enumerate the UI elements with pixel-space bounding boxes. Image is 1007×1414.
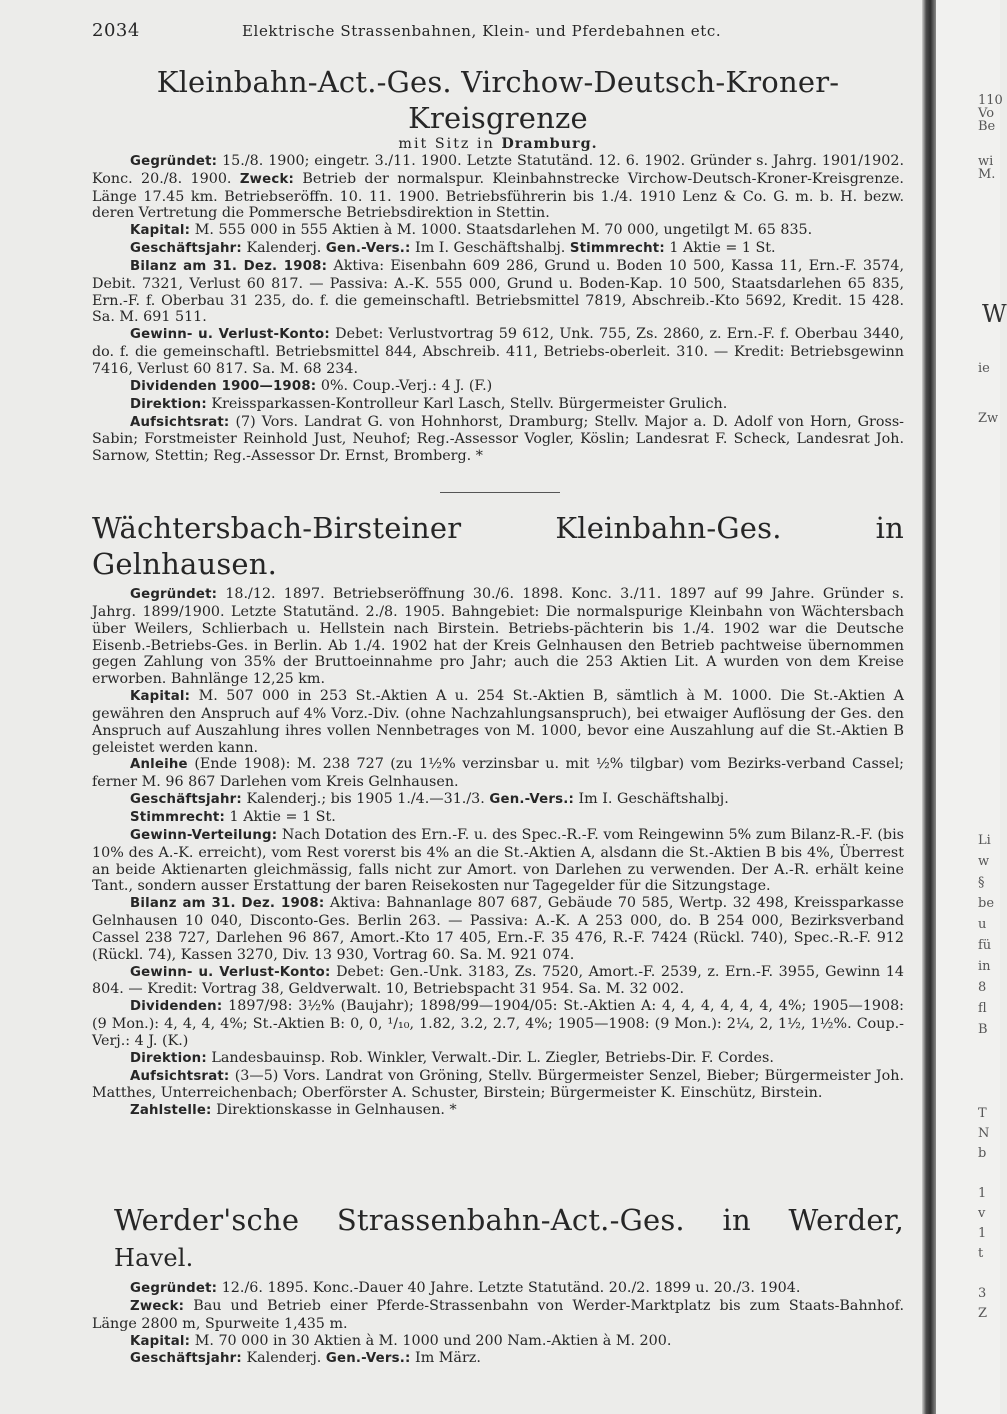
entry-founded: Gegründet: 12./6. 1895. Konc.-Dauer 40 Jahre. Letzte Statutänd. 20./2. 1899 u. 20./3. 1904.	[130, 1280, 801, 1296]
section-werder	[92, 1202, 904, 1368]
entry-capital: Kapital: M. 507 000 in 253 St.-Aktien A u. 254 St.-Aktien B, sämtlich à M. 1000. Die St.-Aktien A gewähren den Anspruch auf 4% Vorz.-Div. (ohne Nachzahlungsanspruch), bei etwaiger Auflösung der Ges. den Anspruch auf Auszahlung ihres vollen Nennbetrages von M. 1000, bevor eine Auszahlung auf die St.-Aktien B geleistet werden kann.	[92, 688, 905, 756]
section-virchow	[92, 64, 904, 465]
entry-management: Direktion: Landesbauinsp. Rob. Winkler, Verwalt.-Dir. L. Ziegler, Betriebs-Dir. F. Cordes.	[130, 1049, 774, 1066]
entry-paying-office: Zahlstelle: Direktionskasse in Gelnhausen. *	[130, 1102, 457, 1119]
section-waechtersbach	[92, 510, 904, 1120]
section-subtitle: mit Sitz in Dramburg.	[398, 136, 598, 152]
entry-founded: Gegründet: 15./8. 1900; eingetr. 3./11. 1900. Letzte Statutänd. 12. 6. 1902. Gründer s. Jahrg. 1901/1902. Konc. 20./8. 1900. Zweck: Betrieb der normalspur. Kleinbahnstrecke Virchow-Deutsch-Kroner-Kreisgrenze. Länge 17.45 km. Betriebseröffn. 10. 11. 1900. Betriebsführerin bis 1./4. 1910 Lenz & Co. G. m. b. H. bezw. deren Vertretung die Pommersche Betriebsdirektion in Stettin.	[92, 152, 904, 222]
entry-founded: Gegründet: 18./12. 1897. Betriebseröffnung 30./6. 1898. Konc. 3./11. 1897 auf 99 Jahre. Gründer s. Jahrg. 1899/1900. Letzte Statutänd. 2./8. 1905. Bahngebiet: Die normalspurige Kleinbahn von Wächtersbach über Weilers, Schlierbach u. Hellstein nach Birstein. Betriebs-pächterin bis 1./4. 1902 war die Deutsche Eisenb.-Betriebs-Ges. in Berlin. Ab 1./4. 1902 hat der Kreis Gelnhausen den Betrieb pachtweise übernommen gegen Zahlung von 35% der Bruttoeinnahme pro Jahr; auch die 253 Aktien Lit. A wurden von dem Kreise erworben. Bahnlänge 12,25 km.	[92, 586, 905, 688]
entry-voting-right: Stimmrecht: 1 Aktie = 1 St.	[130, 808, 336, 825]
facing-page-fragment: Zw	[978, 411, 999, 426]
facing-page-fragment-middle: Li w § be u fü in 8 fl B	[978, 833, 995, 1037]
entry-capital: Kapital: M. 70 000 in 30 Aktien à M. 1000 und 200 Nam.-Aktien à M. 200.	[130, 1332, 672, 1349]
facing-page-fragment-top: 110 Vo Be wi M.	[978, 93, 1003, 182]
entry-supervisory-board: Aufsichtsrat: (7) Vors. Landrat G. von Hohnhorst, Dramburg; Stellv. Major a. D. Adolf von Horn, Gross-Sabin; Forstmeister Reinhold Just, Neuhof; Reg.-Assessor Vogler, Köslin; Landesrat F. Scheck, Landesrat Joh. Sarnow, Stettin; Reg.-Assessor Dr. Ernst, Bromberg. *	[92, 413, 905, 465]
entry-dividends: Dividenden 1900—1908: 0%. Coup.-Verj.: 4 J. (F.)	[130, 377, 493, 394]
book-gutter	[922, 0, 936, 1414]
entry-supervisory-board: Aufsichtsrat: (3—5) Vors. Landrat von Gröning, Stellv. Bürgermeister Senzel, Bieber; Bürgermeister Joh. Matthes, Unterreichenbach; Oberförster A. Schuster, Birstein; Bürgermeister K. Einschütz, Birstein.	[92, 1067, 905, 1102]
facing-page-edge	[936, 0, 1000, 1414]
entry-purpose: Zweck: Bau und Betrieb einer Pferde-Strassenbahn von Werder-Marktplatz bis zum Staats-Bahnhof. Länge 2800 m, Spurweite 1,435 m.	[92, 1297, 905, 1332]
entry-profit-loss: Gewinn- u. Verlust-Konto: Debet: Verlustvortrag 59 612, Unk. 755, Zs. 2860, z. Ern.-F. f. Oberbau 3440, do. f. die gemeinschaftl. Betriebsmittel 844, Abschreib. 411, Betriebs-oberleit. 310. — Kredit: Betriebsgewinn 7416, Verlust 60 817. Sa. M. 68 234.	[92, 326, 905, 377]
entry-capital: Kapital: M. 555 000 in 555 Aktien à M. 1000. Staatsdarlehen M. 70 000, ungetilgt M. 65 835.	[130, 222, 813, 239]
page-header	[92, 20, 912, 50]
entry-balance: Bilanz am 31. Dez. 1908: Aktiva: Eisenbahn 609 286, Grund u. Boden 10 500, Kassa 11, Ern.-F. 3574, Debit. 7321, Verlust 60 817. — Passiva: A.-K. 555 000, Grund u. Boden-Kap. 10 500, Staatsdarlehen 65 835, Ern.-F. f. Oberbau 31 235, do. f. die gemeinschaftl. Betriebsmittel 7819, Abschreib.-Kto 5692, Kredit. 15 428. Sa. M. 691 511.	[92, 257, 904, 326]
entry-loan: Anleihe (Ende 1908): M. 238 727 (zu 1½% verzinsbar u. mit ½% tilgbar) vom Bezirks-verband Cassel; ferner M. 96 867 Darlehen vom Kreis Gelnhausen.	[92, 756, 904, 791]
entry-profit-loss: Gewinn- u. Verlust-Konto: Debet: Gen.-Unk. 3183, Zs. 7520, Amort.-F. 2539, z. Ern.-F. 3955, Gewinn 14 804. — Kredit: Vortrag 38, Geldverwalt. 10, Betriebspacht 31 954. Sa. M. 32 002.	[92, 963, 905, 998]
facing-page-fragment-bottom: T N b 1 v 1 t 3 Z	[978, 1106, 990, 1321]
facing-page-fragment-heading: W	[982, 300, 1007, 328]
entry-dividends: Dividenden: 1897/98: 3½% (Baujahr); 1898/99—1904/05: St.-Aktien A: 4, 4, 4, 4, 4, 4, 4%; 1905—1908: (9 Mon.): 4, 4, 4, 4%; St.-Aktien B: 0, 0, ¹/₁₀, 1.82, 3.2, 2.7, 4%; 1905—1908: (9 Mon.): 2¼, 2, 1½, 1½%. Coup.-Verj.: 4 J. (K.)	[92, 998, 904, 1049]
section-title: Wächtersbach-Birsteiner Kleinbahn-Ges. in Gelnhausen.	[92, 511, 904, 581]
entry-fiscal-year: Geschäftsjahr: Kalenderj. Gen.-Vers.: Im I. Geschäftshalbj. Stimmrecht: 1 Aktie = 1 St.	[130, 240, 776, 257]
running-title: Elektrische Strassenbahnen, Klein- und Pferdebahnen etc.	[242, 22, 722, 40]
section-title: Werder'sche Strassenbahn-Act.-Ges. in Werder, Havel.	[114, 1203, 904, 1272]
page-number: 2034	[92, 20, 140, 41]
entry-management: Direktion: Kreissparkassen-Kontrolleur Karl Lasch, Stellv. Bürgermeister Grulich.	[130, 395, 728, 412]
entry-fiscal-year: Geschäftsjahr: Kalenderj.; bis 1905 1./4.—31./3. Gen.-Vers.: Im I. Geschäftshalbj.	[130, 791, 729, 808]
entry-balance: Bilanz am 31. Dez. 1908: Aktiva: Bahnanlage 807 687, Gebäude 70 585, Wertp. 32 498, Kreissparkasse Gelnhausen 10 040, Disconto-Ges. Berlin 263. — Passiva: A.-K. A 253 000, do. B 254 000, Bezirksverband Cassel 238 727, Darlehen 96 867, Amort.-Kto 17 405, Ern.-F. 35 476, R.-F. 7424 (Rückl. 740), Spec.-R.-F. 912 (Rückl. 74), Kassen 3270, Div. 13 930, Vortrag 60. Sa. M. 921 074.	[92, 895, 904, 963]
section-divider	[440, 492, 560, 493]
entry-fiscal-year: Geschäftsjahr: Kalenderj. Gen.-Vers.: Im März.	[130, 1350, 481, 1367]
section-title: Kleinbahn-Act.-Ges. Virchow-Deutsch-Kroner-Kreisgrenze	[156, 65, 840, 135]
entry-profit-distribution: Gewinn-Verteilung: Nach Dotation des Ern.-F. u. des Spec.-R.-F. vom Reingewinn 5% zum Bilanz-R.-F. (bis 10% des A.-K. erreicht), vom Rest vorerst bis 4% an die St.-Aktien A, alsdann die St.-Aktien B bis 4%, Überrest an beide Aktienarten gleichmässig, falls nicht zur Amort. von Darlehen zu verwenden. Der A.-R. erhält keine Tant., sondern ausser Erstattung der baren Reisekosten nur Tagegelder für die Sitzungstage.	[92, 826, 904, 895]
facing-page-fragment: ie	[978, 361, 990, 376]
